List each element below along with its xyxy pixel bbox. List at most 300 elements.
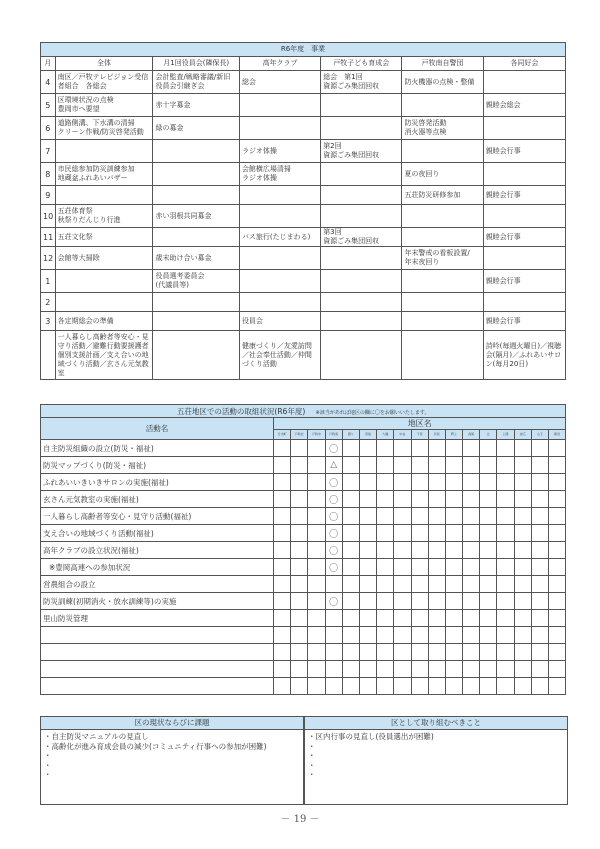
district-mark-cell[interactable] bbox=[463, 457, 480, 474]
district-mark-cell[interactable] bbox=[274, 661, 291, 678]
activity-row bbox=[41, 474, 566, 491]
district-mark-cell[interactable] bbox=[274, 593, 291, 610]
district-mark-cell[interactable] bbox=[428, 525, 445, 542]
district-mark-cell[interactable] bbox=[359, 593, 376, 610]
district-mark-cell[interactable] bbox=[359, 678, 376, 695]
district-mark-cell[interactable] bbox=[274, 508, 291, 525]
district-mark-cell[interactable] bbox=[463, 559, 480, 576]
district-mark-cell[interactable] bbox=[445, 508, 462, 525]
district-mark-cell[interactable] bbox=[480, 508, 497, 525]
district-mark-cell[interactable] bbox=[428, 474, 445, 491]
district-mark-cell[interactable] bbox=[531, 610, 548, 627]
district-mark-cell[interactable] bbox=[342, 610, 359, 627]
district-mark-cell[interactable] bbox=[497, 678, 514, 695]
district-mark-cell[interactable] bbox=[342, 627, 359, 644]
district-mark-cell[interactable] bbox=[445, 661, 462, 678]
district-mark-cell[interactable] bbox=[531, 508, 548, 525]
district-mark-cell[interactable] bbox=[531, 627, 548, 644]
district-mark-cell[interactable] bbox=[308, 440, 325, 457]
month-cell: 10 bbox=[41, 205, 56, 228]
schedule-cell bbox=[239, 270, 320, 293]
district-mark-cell[interactable] bbox=[497, 457, 514, 474]
district-mark-cell[interactable] bbox=[463, 576, 480, 593]
schedule-cell bbox=[321, 94, 402, 117]
district-mark-cell[interactable] bbox=[463, 661, 480, 678]
district-mark-cell[interactable] bbox=[514, 610, 531, 627]
district-mark-cell[interactable] bbox=[308, 542, 325, 559]
district-mark-cell[interactable] bbox=[549, 661, 566, 678]
district-mark-cell[interactable] bbox=[411, 559, 428, 576]
district-mark-cell[interactable] bbox=[377, 559, 394, 576]
district-mark-cell[interactable] bbox=[549, 678, 566, 695]
district-mark-cell[interactable] bbox=[291, 508, 308, 525]
district-mark-cell[interactable] bbox=[514, 593, 531, 610]
district-mark-cell[interactable] bbox=[531, 474, 548, 491]
district-mark-cell[interactable] bbox=[342, 661, 359, 678]
schedule-row bbox=[41, 270, 566, 293]
district-mark-cell[interactable] bbox=[497, 610, 514, 627]
district-mark-cell[interactable] bbox=[342, 593, 359, 610]
district-mark-cell[interactable] bbox=[497, 474, 514, 491]
district-mark-cell[interactable] bbox=[308, 491, 325, 508]
district-mark-cell[interactable] bbox=[428, 576, 445, 593]
district-mark-cell[interactable] bbox=[342, 491, 359, 508]
district-mark-cell[interactable] bbox=[359, 525, 376, 542]
district-mark-cell[interactable]: 〇 bbox=[325, 542, 342, 559]
district-mark-cell[interactable] bbox=[480, 525, 497, 542]
district-mark-cell[interactable] bbox=[325, 576, 342, 593]
district-mark-cell[interactable] bbox=[342, 457, 359, 474]
district-mark-cell[interactable] bbox=[480, 644, 497, 661]
activity-row bbox=[41, 627, 566, 644]
district-mark-cell[interactable]: 〇 bbox=[325, 491, 342, 508]
district-mark-cell[interactable] bbox=[531, 542, 548, 559]
district-mark-cell[interactable] bbox=[463, 474, 480, 491]
district-mark-cell[interactable] bbox=[291, 474, 308, 491]
district-mark-cell[interactable] bbox=[531, 644, 548, 661]
district-mark-cell[interactable] bbox=[445, 644, 462, 661]
district-mark-cell[interactable] bbox=[480, 678, 497, 695]
schedule-cell: 赤い羽根共同募金 bbox=[153, 205, 239, 228]
district-mark-cell[interactable] bbox=[514, 644, 531, 661]
schedule-cell: 南区／戸牧テレビジョン受信者組合 各総会 bbox=[55, 71, 153, 94]
district-mark-cell[interactable] bbox=[359, 576, 376, 593]
district-mark-cell[interactable] bbox=[308, 661, 325, 678]
district-mark-cell[interactable] bbox=[411, 508, 428, 525]
district-mark-cell[interactable] bbox=[394, 474, 411, 491]
district-mark-cell[interactable] bbox=[308, 559, 325, 576]
district-mark-cell[interactable] bbox=[445, 542, 462, 559]
district-mark-cell[interactable] bbox=[428, 644, 445, 661]
district-mark-cell[interactable] bbox=[377, 440, 394, 457]
district-mark-cell[interactable] bbox=[274, 678, 291, 695]
district-mark-cell[interactable] bbox=[394, 678, 411, 695]
district-mark-cell[interactable] bbox=[274, 474, 291, 491]
district-mark-cell[interactable] bbox=[325, 644, 342, 661]
district-mark-cell[interactable] bbox=[291, 559, 308, 576]
district-mark-cell[interactable] bbox=[428, 678, 445, 695]
district-mark-cell[interactable] bbox=[428, 627, 445, 644]
district-mark-cell[interactable] bbox=[514, 525, 531, 542]
district-mark-cell[interactable] bbox=[291, 491, 308, 508]
district-mark-cell[interactable] bbox=[480, 593, 497, 610]
district-mark-cell[interactable] bbox=[394, 644, 411, 661]
district-mark-cell[interactable] bbox=[514, 559, 531, 576]
district-mark-cell[interactable] bbox=[497, 661, 514, 678]
district-mark-cell[interactable] bbox=[411, 644, 428, 661]
district-mark-cell[interactable] bbox=[514, 576, 531, 593]
district-mark-cell[interactable] bbox=[377, 508, 394, 525]
district-mark-cell[interactable] bbox=[342, 576, 359, 593]
district-mark-cell[interactable] bbox=[342, 644, 359, 661]
district-mark-cell[interactable] bbox=[377, 593, 394, 610]
district-mark-cell[interactable] bbox=[549, 627, 566, 644]
district-mark-cell[interactable] bbox=[480, 576, 497, 593]
district-mark-cell[interactable] bbox=[445, 491, 462, 508]
district-mark-cell[interactable] bbox=[463, 508, 480, 525]
district-mark-cell[interactable] bbox=[274, 440, 291, 457]
district-mark-cell[interactable] bbox=[549, 508, 566, 525]
district-mark-cell[interactable] bbox=[359, 457, 376, 474]
schedule-cell bbox=[483, 205, 565, 228]
district-mark-cell[interactable] bbox=[428, 593, 445, 610]
district-mark-cell[interactable] bbox=[480, 457, 497, 474]
district-column-header: 戸牧南 bbox=[325, 430, 342, 440]
district-mark-cell[interactable] bbox=[308, 508, 325, 525]
district-mark-cell[interactable] bbox=[411, 474, 428, 491]
actions-item: ・ bbox=[308, 760, 316, 770]
district-mark-cell[interactable] bbox=[531, 593, 548, 610]
schedule-cell: 市民総参加防災訓練参加 地蔵盆ふれあいバザー bbox=[55, 163, 153, 186]
district-mark-cell[interactable] bbox=[411, 542, 428, 559]
district-mark-cell[interactable] bbox=[480, 440, 497, 457]
district-mark-cell[interactable] bbox=[445, 627, 462, 644]
district-mark-cell[interactable] bbox=[377, 678, 394, 695]
district-mark-cell[interactable] bbox=[428, 508, 445, 525]
district-mark-cell[interactable] bbox=[377, 491, 394, 508]
district-mark-cell[interactable] bbox=[549, 440, 566, 457]
district-mark-cell[interactable]: 〇 bbox=[325, 525, 342, 542]
district-mark-cell[interactable] bbox=[377, 542, 394, 559]
district-mark-cell[interactable] bbox=[359, 474, 376, 491]
district-mark-cell[interactable] bbox=[428, 542, 445, 559]
schedule-column-header: 月1回役員会(隣保長) bbox=[153, 57, 239, 71]
district-mark-cell[interactable] bbox=[411, 610, 428, 627]
district-mark-cell[interactable] bbox=[514, 627, 531, 644]
schedule-cell: 総会 第1回 資源ごみ集団回収 bbox=[321, 71, 402, 94]
district-mark-cell[interactable] bbox=[480, 661, 497, 678]
district-mark-cell[interactable] bbox=[359, 661, 376, 678]
district-mark-cell[interactable] bbox=[480, 610, 497, 627]
district-mark-cell[interactable] bbox=[445, 474, 462, 491]
district-mark-cell[interactable] bbox=[463, 593, 480, 610]
district-mark-cell[interactable] bbox=[325, 627, 342, 644]
district-mark-cell[interactable] bbox=[463, 627, 480, 644]
district-mark-cell[interactable] bbox=[445, 457, 462, 474]
district-mark-cell[interactable] bbox=[514, 457, 531, 474]
district-mark-cell[interactable] bbox=[394, 525, 411, 542]
district-mark-cell[interactable] bbox=[497, 542, 514, 559]
schedule-cell: ラジオ体操 bbox=[239, 140, 320, 163]
district-mark-cell[interactable] bbox=[291, 644, 308, 661]
schedule-cell bbox=[321, 117, 402, 140]
district-mark-cell[interactable] bbox=[411, 576, 428, 593]
district-mark-cell[interactable] bbox=[549, 542, 566, 559]
district-mark-cell[interactable] bbox=[463, 610, 480, 627]
district-mark-cell[interactable] bbox=[549, 593, 566, 610]
district-mark-cell[interactable] bbox=[428, 491, 445, 508]
district-mark-cell[interactable] bbox=[514, 508, 531, 525]
district-mark-cell[interactable] bbox=[445, 440, 462, 457]
district-mark-cell[interactable] bbox=[359, 508, 376, 525]
district-mark-cell[interactable] bbox=[411, 678, 428, 695]
schedule-cell bbox=[402, 293, 483, 312]
district-mark-cell[interactable] bbox=[359, 644, 376, 661]
district-mark-cell[interactable] bbox=[377, 457, 394, 474]
district-mark-cell[interactable] bbox=[291, 610, 308, 627]
district-mark-cell[interactable] bbox=[342, 440, 359, 457]
district-mark-cell[interactable] bbox=[497, 508, 514, 525]
district-mark-cell[interactable] bbox=[428, 559, 445, 576]
district-mark-cell[interactable] bbox=[274, 457, 291, 474]
district-mark-cell[interactable] bbox=[497, 644, 514, 661]
district-mark-cell[interactable] bbox=[308, 644, 325, 661]
district-mark-cell[interactable] bbox=[445, 576, 462, 593]
district-mark-cell[interactable] bbox=[428, 610, 445, 627]
district-mark-cell[interactable] bbox=[274, 559, 291, 576]
district-mark-cell[interactable] bbox=[549, 474, 566, 491]
district-mark-cell[interactable] bbox=[291, 440, 308, 457]
district-mark-cell[interactable] bbox=[445, 593, 462, 610]
district-mark-cell[interactable] bbox=[291, 576, 308, 593]
district-mark-cell[interactable] bbox=[549, 644, 566, 661]
schedule-cell bbox=[483, 71, 565, 94]
district-mark-cell[interactable] bbox=[359, 559, 376, 576]
district-mark-cell[interactable] bbox=[531, 525, 548, 542]
district-mark-cell[interactable] bbox=[531, 559, 548, 576]
schedule-cell: 第3回 資源ごみ集団回収 bbox=[321, 228, 402, 247]
district-mark-cell[interactable] bbox=[308, 576, 325, 593]
district-mark-cell[interactable] bbox=[377, 576, 394, 593]
district-mark-cell[interactable] bbox=[377, 644, 394, 661]
district-mark-cell[interactable] bbox=[445, 559, 462, 576]
district-mark-cell[interactable] bbox=[308, 678, 325, 695]
district-mark-cell[interactable] bbox=[428, 440, 445, 457]
district-mark-cell[interactable] bbox=[342, 508, 359, 525]
district-mark-cell[interactable] bbox=[549, 576, 566, 593]
district-mark-cell[interactable] bbox=[531, 440, 548, 457]
district-mark-cell[interactable] bbox=[359, 542, 376, 559]
district-mark-cell[interactable] bbox=[497, 559, 514, 576]
schedule-row bbox=[41, 117, 566, 140]
district-mark-cell[interactable] bbox=[497, 440, 514, 457]
activities-title-cell bbox=[41, 405, 566, 418]
district-mark-cell[interactable] bbox=[463, 440, 480, 457]
district-mark-cell[interactable] bbox=[291, 525, 308, 542]
district-mark-cell[interactable] bbox=[514, 474, 531, 491]
district-mark-cell[interactable] bbox=[377, 610, 394, 627]
district-mark-cell[interactable] bbox=[463, 491, 480, 508]
schedule-cell: 防災啓発活動 消火器等点検 bbox=[402, 117, 483, 140]
district-mark-cell[interactable] bbox=[549, 525, 566, 542]
district-mark-cell[interactable] bbox=[308, 627, 325, 644]
district-mark-cell[interactable] bbox=[394, 593, 411, 610]
district-mark-cell[interactable] bbox=[308, 610, 325, 627]
district-mark-cell[interactable] bbox=[514, 661, 531, 678]
district-mark-cell[interactable] bbox=[394, 440, 411, 457]
district-mark-cell[interactable] bbox=[411, 627, 428, 644]
schedule-cell: 会計監査/戦略審議/新旧役員会引継ぎ会 bbox=[153, 71, 239, 94]
district-mark-cell[interactable] bbox=[377, 525, 394, 542]
district-mark-cell[interactable]: 〇 bbox=[325, 508, 342, 525]
activity-name: 防災訓練(初期消火・放水訓練等)の実施 bbox=[41, 593, 274, 610]
district-mark-cell[interactable]: 〇 bbox=[325, 474, 342, 491]
district-mark-cell[interactable] bbox=[342, 559, 359, 576]
month-cell: 9 bbox=[41, 186, 56, 205]
district-mark-cell[interactable] bbox=[531, 678, 548, 695]
district-mark-cell[interactable] bbox=[480, 627, 497, 644]
issues-item: ・ bbox=[44, 770, 52, 779]
district-mark-cell[interactable] bbox=[497, 491, 514, 508]
district-mark-cell[interactable]: 〇 bbox=[325, 559, 342, 576]
district-mark-cell[interactable] bbox=[274, 610, 291, 627]
activity-name bbox=[41, 644, 274, 661]
district-mark-cell[interactable] bbox=[549, 491, 566, 508]
district-mark-cell[interactable] bbox=[308, 593, 325, 610]
schedule-cell: 親睦会行事 bbox=[483, 228, 565, 247]
schedule-cell: 各定期総会の準備 bbox=[55, 312, 153, 331]
activity-row bbox=[41, 508, 566, 525]
schedule-cell bbox=[321, 312, 402, 331]
district-mark-cell[interactable] bbox=[359, 491, 376, 508]
activity-row bbox=[41, 576, 566, 593]
district-mark-cell[interactable] bbox=[497, 627, 514, 644]
district-mark-cell[interactable] bbox=[342, 542, 359, 559]
district-mark-cell[interactable] bbox=[342, 474, 359, 491]
district-mark-cell[interactable] bbox=[411, 491, 428, 508]
district-mark-cell[interactable] bbox=[394, 491, 411, 508]
district-mark-cell[interactable] bbox=[291, 661, 308, 678]
schedule-cell: 五荘体育祭 秋祭りだんじり行進 bbox=[55, 205, 153, 228]
district-mark-cell[interactable] bbox=[428, 457, 445, 474]
district-mark-cell[interactable] bbox=[514, 542, 531, 559]
schedule-cell: 会館横広場清掃 ラジオ体操 bbox=[239, 163, 320, 186]
district-mark-cell[interactable] bbox=[549, 610, 566, 627]
district-mark-cell[interactable] bbox=[394, 542, 411, 559]
district-mark-cell[interactable] bbox=[531, 491, 548, 508]
district-header: 地区名 bbox=[274, 418, 566, 430]
district-mark-cell[interactable] bbox=[480, 542, 497, 559]
district-mark-cell[interactable] bbox=[377, 661, 394, 678]
district-mark-cell[interactable] bbox=[428, 661, 445, 678]
district-mark-cell[interactable] bbox=[394, 610, 411, 627]
district-mark-cell[interactable] bbox=[377, 627, 394, 644]
district-column-header: 伏見 bbox=[428, 430, 445, 440]
activities-note: ※該当があれば地区の欄に〇をお願いいたします。 bbox=[315, 409, 430, 416]
activity-name: ふれあいいきいきサロンの実施(福祉) bbox=[41, 474, 274, 491]
district-mark-cell[interactable] bbox=[480, 491, 497, 508]
district-mark-cell[interactable] bbox=[359, 440, 376, 457]
district-mark-cell[interactable] bbox=[274, 644, 291, 661]
district-mark-cell[interactable] bbox=[308, 474, 325, 491]
district-mark-cell[interactable] bbox=[411, 525, 428, 542]
district-mark-cell[interactable] bbox=[411, 661, 428, 678]
district-mark-cell[interactable] bbox=[514, 440, 531, 457]
district-mark-cell[interactable]: △ bbox=[325, 457, 342, 474]
district-mark-cell[interactable] bbox=[480, 474, 497, 491]
district-column-header: 大磯 bbox=[377, 430, 394, 440]
district-mark-cell[interactable] bbox=[514, 491, 531, 508]
district-mark-cell[interactable] bbox=[291, 678, 308, 695]
district-mark-cell[interactable] bbox=[359, 627, 376, 644]
schedule-cell bbox=[321, 205, 402, 228]
district-mark-cell[interactable] bbox=[394, 661, 411, 678]
district-mark-cell[interactable] bbox=[359, 610, 376, 627]
district-mark-cell[interactable] bbox=[394, 559, 411, 576]
district-mark-cell[interactable] bbox=[445, 678, 462, 695]
district-mark-cell[interactable] bbox=[531, 576, 548, 593]
district-mark-cell[interactable]: 〇 bbox=[325, 440, 342, 457]
district-mark-cell[interactable] bbox=[394, 508, 411, 525]
schedule-cell bbox=[153, 312, 239, 331]
district-mark-cell[interactable] bbox=[411, 440, 428, 457]
district-mark-cell[interactable] bbox=[325, 678, 342, 695]
district-mark-cell[interactable] bbox=[342, 525, 359, 542]
schedule-row bbox=[41, 205, 566, 228]
district-mark-cell[interactable] bbox=[497, 593, 514, 610]
district-mark-cell[interactable] bbox=[463, 525, 480, 542]
district-mark-cell[interactable] bbox=[291, 542, 308, 559]
district-mark-cell[interactable] bbox=[463, 678, 480, 695]
schedule-row bbox=[41, 312, 566, 331]
district-mark-cell[interactable] bbox=[308, 457, 325, 474]
district-mark-cell[interactable] bbox=[394, 627, 411, 644]
district-mark-cell[interactable] bbox=[497, 525, 514, 542]
district-mark-cell[interactable] bbox=[274, 627, 291, 644]
district-mark-cell[interactable] bbox=[549, 559, 566, 576]
schedule-cell bbox=[55, 140, 153, 163]
district-mark-cell[interactable] bbox=[497, 576, 514, 593]
district-mark-cell[interactable] bbox=[394, 576, 411, 593]
district-mark-cell[interactable] bbox=[274, 525, 291, 542]
district-mark-cell[interactable] bbox=[274, 576, 291, 593]
district-mark-cell[interactable] bbox=[274, 491, 291, 508]
district-mark-cell[interactable] bbox=[514, 678, 531, 695]
district-mark-cell[interactable] bbox=[411, 457, 428, 474]
district-mark-cell[interactable] bbox=[531, 457, 548, 474]
district-mark-cell[interactable] bbox=[463, 644, 480, 661]
district-mark-cell[interactable] bbox=[480, 559, 497, 576]
district-mark-cell[interactable] bbox=[325, 610, 342, 627]
district-mark-cell[interactable]: 〇 bbox=[325, 593, 342, 610]
district-mark-cell[interactable] bbox=[342, 678, 359, 695]
district-mark-cell[interactable] bbox=[377, 474, 394, 491]
district-mark-cell[interactable] bbox=[274, 542, 291, 559]
district-mark-cell[interactable] bbox=[394, 457, 411, 474]
district-mark-cell[interactable] bbox=[549, 457, 566, 474]
district-mark-cell[interactable] bbox=[325, 661, 342, 678]
district-mark-cell[interactable] bbox=[291, 457, 308, 474]
district-mark-cell[interactable] bbox=[291, 627, 308, 644]
district-mark-cell[interactable] bbox=[291, 593, 308, 610]
district-mark-cell[interactable] bbox=[463, 542, 480, 559]
schedule-cell: 親睦会行事 bbox=[483, 186, 565, 205]
district-mark-cell[interactable] bbox=[308, 525, 325, 542]
district-mark-cell[interactable] bbox=[411, 593, 428, 610]
district-mark-cell[interactable] bbox=[531, 661, 548, 678]
district-mark-cell[interactable] bbox=[445, 525, 462, 542]
district-mark-cell[interactable] bbox=[445, 610, 462, 627]
